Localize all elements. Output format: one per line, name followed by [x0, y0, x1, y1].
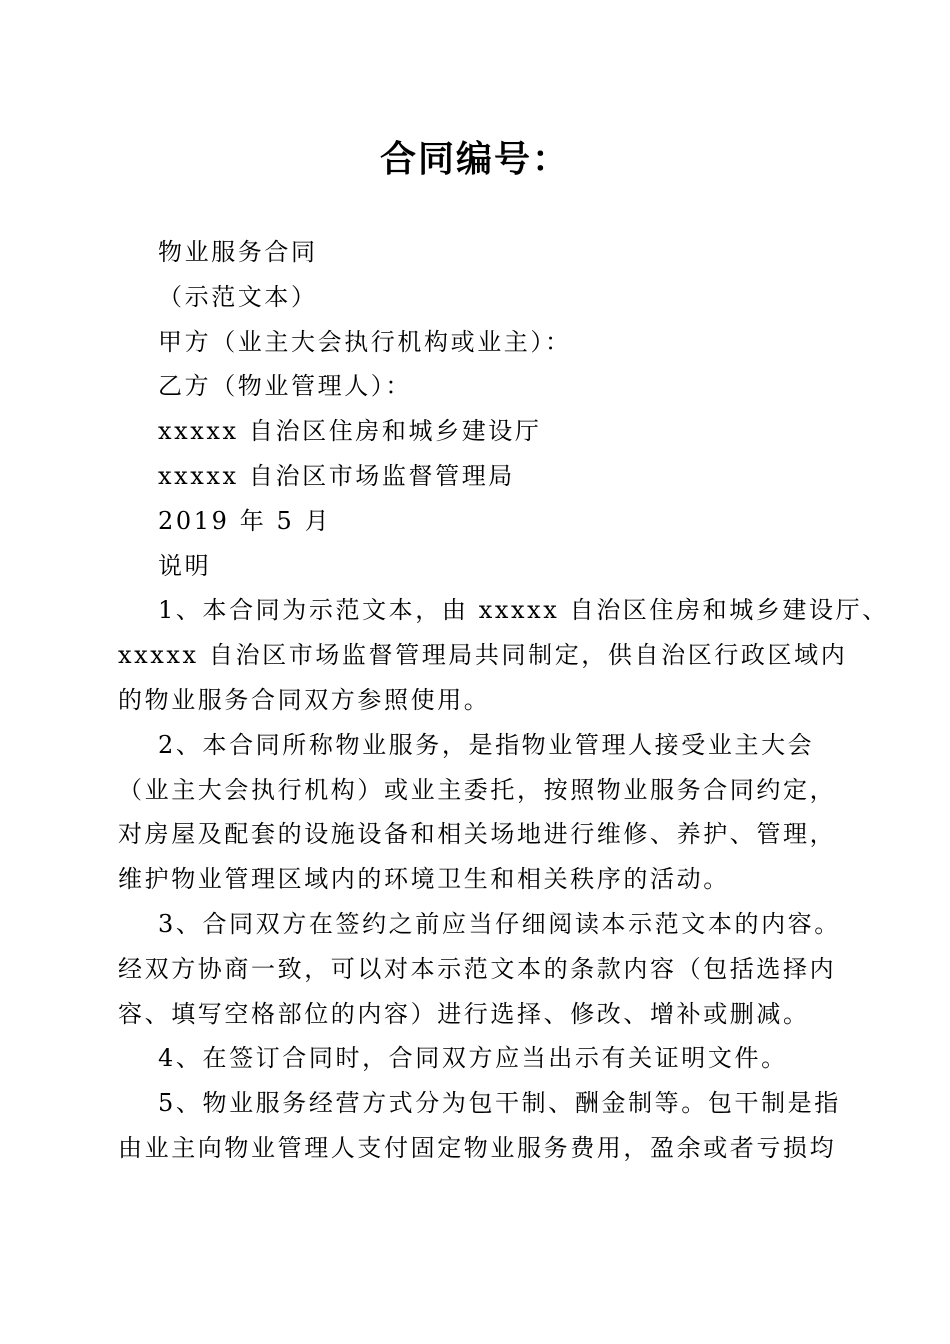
paragraph-line: 5、物业服务经营方式分为包干制、酬金制等。包干制是指: [158, 1089, 841, 1118]
paragraph-line: 维护物业管理区域内的环境卫生和相关秩序的活动。: [118, 865, 730, 894]
paragraph-line: 1、本合同为示范文本，由 xxxxx 自治区住房和城乡建设厅、: [158, 596, 889, 625]
paragraph-line: 4、在签订合同时，合同双方应当出示有关证明文件。: [158, 1044, 788, 1073]
issuer-market-bureau: xxxxx 自治区市场监督管理局: [158, 461, 515, 490]
paragraph-line: 3、合同双方在签约之前应当仔细阅读本示范文本的内容。: [158, 909, 841, 938]
paragraph-line: 的物业服务合同双方参照使用。: [118, 685, 491, 714]
paragraph-line: 2、本合同所称物业服务，是指物业管理人接受业主大会: [158, 730, 815, 759]
paragraph-line: 由业主向物业管理人支付固定物业服务费用，盈余或者亏损均: [118, 1133, 837, 1162]
party-a-line: 甲方（业主大会执行机构或业主）：: [158, 327, 572, 356]
issuer-housing-dept: xxxxx 自治区住房和城乡建设厅: [158, 417, 542, 446]
note-paragraph-2: [118, 723, 837, 902]
paragraph-line: 容、填写空格部位的内容）进行选择、修改、增补或删减。: [118, 999, 810, 1028]
note-paragraph-1: [118, 588, 889, 722]
notes-heading: 说明: [158, 551, 212, 580]
cover-subtitle: （示范文本）: [158, 282, 318, 311]
paragraph-line: xxxxx 自治区市场监督管理局共同制定，供自治区行政区域内: [118, 641, 848, 670]
cover-title: 物业服务合同: [158, 238, 318, 266]
document-body: [118, 230, 889, 1171]
paragraph-line: 对房屋及配套的设施设备和相关场地进行维修、养护、管理，: [118, 820, 837, 849]
party-b-line: 乙方（物业管理人）：: [158, 372, 412, 401]
issue-date: 2019 年 5 月: [158, 506, 332, 535]
note-paragraph-3: [118, 902, 841, 1036]
note-paragraph-4: [118, 1036, 834, 1081]
paragraph-line: （业主大会执行机构）或业主委托，按照物业服务合同约定，: [118, 775, 837, 804]
contract-number-title: 合同编号：: [379, 138, 570, 180]
paragraph-line: 经双方协商一致，可以对本示范文本的条款内容（包括选择内: [118, 954, 837, 983]
note-paragraph-5: [118, 1081, 841, 1171]
